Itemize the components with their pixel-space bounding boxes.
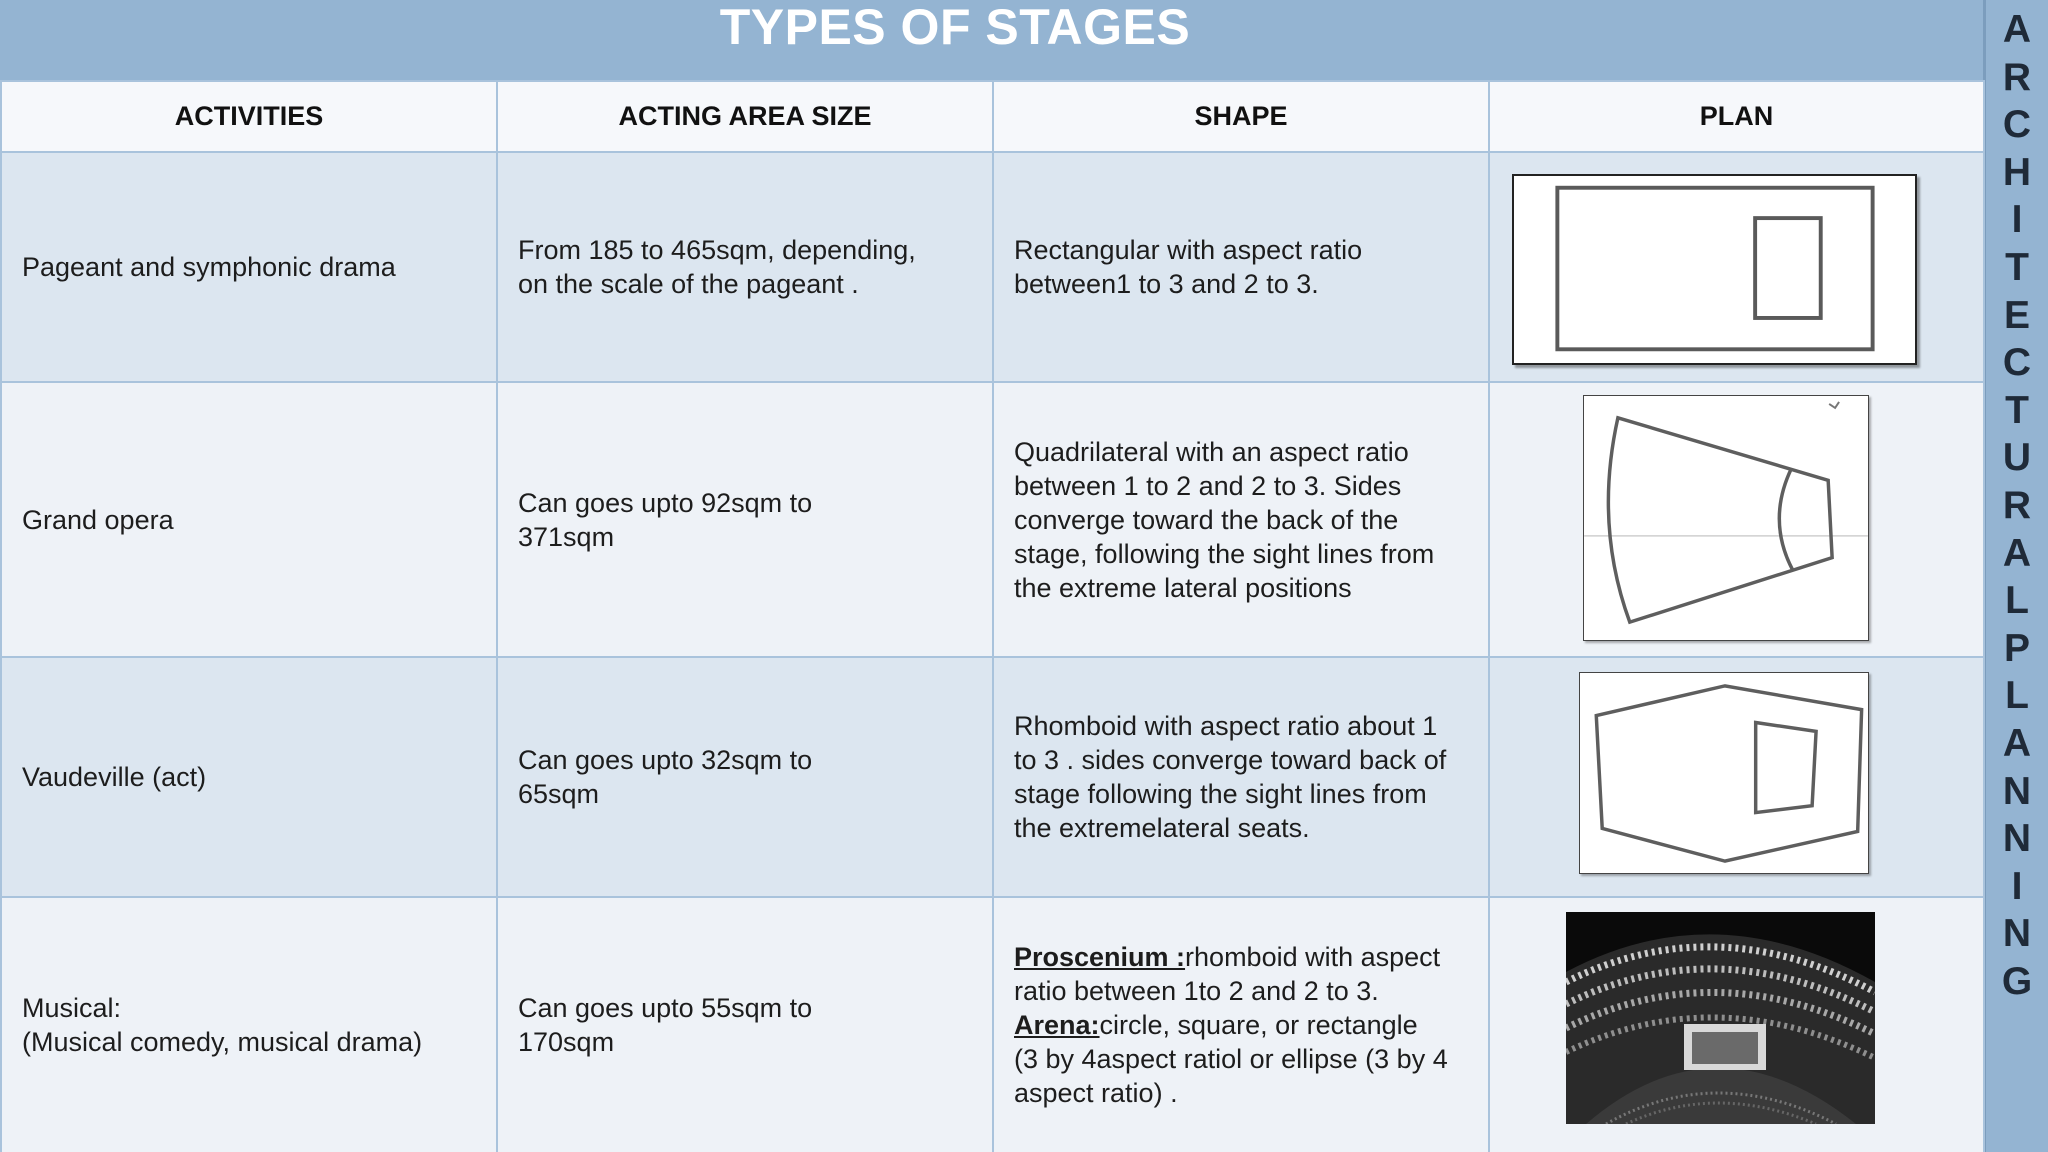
activity-text: Pageant and symphonic drama [22, 252, 396, 282]
shape-text-line: the extremelateral seats. [1014, 813, 1310, 843]
rectangular-stage-plan-image [1512, 174, 1917, 365]
area-text-line: 65sqm [518, 779, 600, 809]
area-cell [497, 152, 993, 382]
side-banner-letter: T [2005, 388, 2029, 432]
shape-text-line: the extreme lateral positions [1014, 572, 1352, 603]
area-text-line: Can goes upto 55sqm to [518, 993, 813, 1023]
shape-text-line: Rectangular with aspect ratio [1014, 235, 1363, 265]
header-acting-area-size: ACTING AREA SIZE [497, 81, 993, 152]
plan-cell [1489, 897, 1984, 1152]
rectangular-stage-plan-drawing [1514, 176, 1915, 363]
rhomboid-stage-plan-image [1579, 672, 1869, 874]
activity-cell [1, 657, 497, 897]
area-cell [497, 897, 993, 1152]
shape-text-line: between1 to 3 and 2 to 3. [1014, 269, 1319, 299]
side-banner-letter: T [2005, 245, 2029, 289]
shape-text-line: between 1 to 2 and 2 to 3. Sides [1014, 470, 1402, 501]
area-text-line: Can goes upto 32sqm to [518, 745, 813, 775]
side-banner-letter: L [2005, 674, 2029, 718]
header-shape: SHAPE [993, 81, 1489, 152]
table-row [1, 152, 1984, 382]
shape-cell [993, 152, 1489, 382]
area-text-line: Can goes upto 92sqm to [518, 487, 813, 518]
title-bar [0, 0, 1983, 80]
area-text-line: on the scale of the pageant . [518, 269, 859, 299]
area-text-line: 170sqm [518, 1027, 615, 1057]
area-cell [497, 382, 993, 657]
page-title: TYPES OF STAGES [719, 0, 1191, 55]
side-banner-letter: C [2002, 341, 2032, 385]
proscenium-text: rhomboid with aspect [1185, 942, 1441, 972]
quadrilateral-stage-plan-drawing [1584, 396, 1868, 640]
side-banner-letter: N [2002, 912, 2032, 956]
quadrilateral-stage-plan-image [1583, 395, 1869, 641]
shape-text-line: converge toward the back of the [1014, 504, 1399, 535]
shape-text-line: Rhomboid with aspect ratio about 1 [1014, 711, 1438, 741]
table-row [1, 657, 1984, 897]
side-banner-letter: C [2002, 103, 2032, 147]
area-cell [497, 657, 993, 897]
activity-text-line: (Musical comedy, musical drama) [22, 1027, 423, 1057]
side-banner-letter: U [2002, 436, 2032, 480]
table-header-row [1, 81, 1984, 152]
shape-cell [993, 382, 1489, 657]
rhomboid-stage-plan-drawing [1580, 673, 1868, 873]
side-banner-letter: E [2003, 293, 2030, 337]
activity-cell [1, 152, 497, 382]
side-banner-letter: A [2002, 721, 2032, 765]
side-banner-letters [1986, 6, 2048, 1005]
side-banner [1983, 0, 2048, 1152]
plan-cell [1489, 382, 1984, 657]
table-row [1, 382, 1984, 657]
side-banner-letter: L [2005, 579, 2029, 623]
shape-text-line: ratio between 1to 2 and 2 to 3. [1014, 976, 1379, 1006]
auditorium-photo-drawing [1566, 912, 1875, 1124]
opera-house-auditorium-photo [1566, 912, 1875, 1124]
activity-text-line: Musical: [22, 993, 122, 1023]
shape-cell [993, 897, 1489, 1152]
activity-cell [1, 382, 497, 657]
side-banner-letter: R [2002, 483, 2032, 527]
shape-text-line [1014, 1008, 1470, 1042]
plan-cell [1489, 152, 1984, 382]
header-activities: ACTIVITIES [1, 81, 497, 152]
shape-cell [993, 657, 1489, 897]
arena-label: Arena: [1014, 1010, 1100, 1040]
side-banner-letter: I [2011, 864, 2023, 908]
area-text-line: From 185 to 465sqm, depending, [518, 235, 916, 265]
table-row [1, 897, 1984, 1152]
shape-text-line: (3 by 4aspect ratiol or ellipse (3 by 4 [1014, 1044, 1448, 1074]
side-banner-letter: N [2002, 817, 2032, 861]
shape-text-line: stage following the sight lines from [1014, 779, 1427, 809]
activity-text: Grand opera [22, 504, 174, 535]
side-banner-letter: A [2002, 531, 2032, 575]
activity-text: Vaudeville (act) [22, 762, 207, 792]
shape-text-line: aspect ratio) . [1014, 1078, 1178, 1108]
arena-text: circle, square, or rectangle [1099, 1010, 1418, 1040]
area-text-line: 371sqm [518, 521, 615, 552]
plan-cell [1489, 657, 1984, 897]
side-banner-letter: A [2002, 8, 2032, 51]
shape-text-line: Quadrilateral with an aspect ratio [1014, 436, 1409, 467]
side-banner-letter: I [2011, 198, 2023, 242]
header-plan: PLAN [1489, 81, 1984, 152]
side-banner-letter: H [2002, 150, 2032, 194]
stages-table [0, 80, 1985, 1152]
proscenium-label: Proscenium : [1014, 942, 1186, 972]
side-banner-letter: N [2002, 769, 2032, 813]
side-banner-letter: P [2003, 626, 2030, 670]
shape-text-line [1014, 940, 1470, 974]
activity-cell [1, 897, 497, 1152]
shape-text-line: to 3 . sides converge toward back of [1014, 745, 1447, 775]
shape-text-line: stage, following the sight lines from [1014, 538, 1435, 569]
side-banner-letter: R [2002, 55, 2032, 99]
side-banner-letter: G [2001, 959, 2033, 1003]
